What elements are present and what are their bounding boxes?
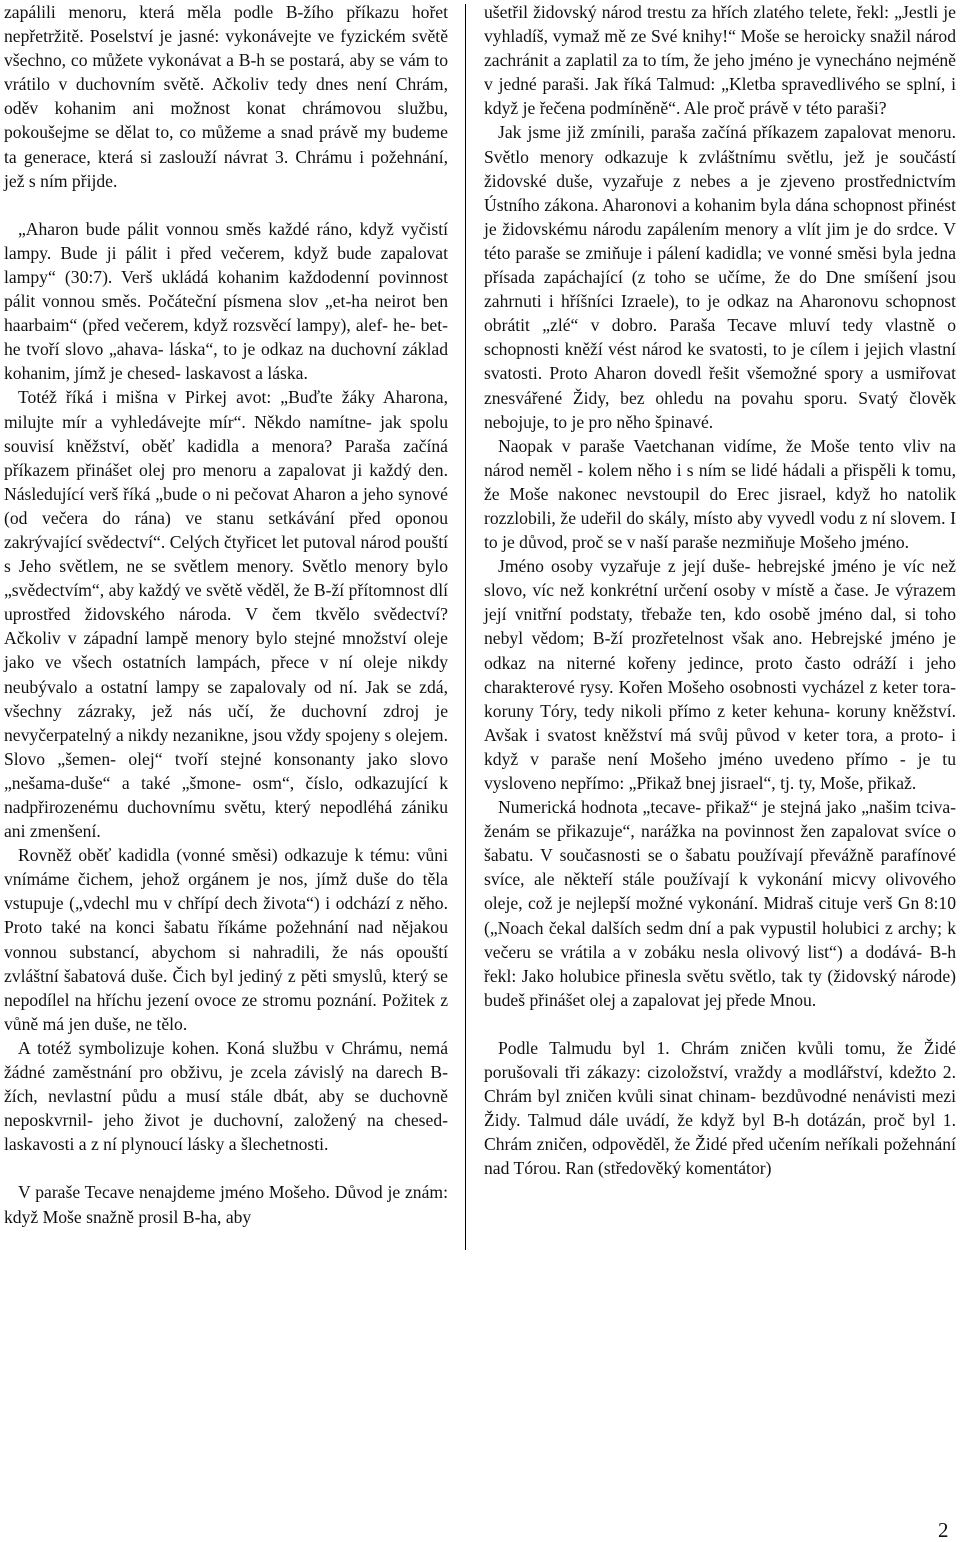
paragraph: Jak jsme již zmínili, paraša začíná příkazem zapalovat menoru. Světlo menory odkazuje k zvláštnímu světlu, jež je součástí židovské duše, vyzařuje z nebes a je zjeveno prostřednictvím Ústního zákona. Aharonovi a kohanim byla dána schopnost přinést je židovskému národu zapálením menory a vlít jim je do srdce. V této paraše se zmiňuje i pálení kadidla; ve vonné směsi byla jedna přísada zapáchající (z toho se učíme, že do Dne smíšení jsou zahrnuti i hříšníci Izraele), to je odkaz na Aharonovu schopnost obrátit „zlé“ v dobro. Paraša Tecave mluví tedy vlastně o schopnosti kněží vést národ ke svatosti, to je cílem i jejich vlastní svatosti. Proto Aharon dovedl řešit všemožné spory a usmiřovat znesvářené Židy, bez ohledu na povahu sporu. Svatý člověk nebojuje, to je pro něho špinavé. — [484, 122, 956, 432]
paragraph: Totéž říká i mišna v Pirkej avot: „Buďte žáky Aharona, milujte mír a vyhledávejte mír“. Někdo namítne- jak spolu souvisí kněžství, oběť kadidla a menora? Paraša začíná příkazem přinášet olej pro menoru a zapalovat ji každý den. Následující verš říká „bude o ni pečovat Aharon a jeho synové (od večera do rána) ve stanu setkávání před oponou zakrývající svědectví“. Celých čtyřicet let putoval národ pouští s Jeho světlem, ne se světlem menory. Světlo menory bylo „svědectvím“, aby každý ve světě věděl, že B-ží přítomnost dlí uprostřed židovského národa. V čem tkvělo svědectví? Ačkoliv v západní lampě menory bylo stejné množství oleje jako ve všech ostatních lampách, přece v ní oleje nikdy neubývalo a ostatní lampy se zapalovaly od ní. Jak se zdá, všechny zázraky, jež nás učí, že duchovní zdroj je nevyčerpatelný a nikdy nezanikne, jsou vždy spojeny s olejem. Slovo „šemen- olej“ tvoří stejné konsonanty jako slovo „nešama-duše“ a také „šmone- osm“, číslo, odkazující k nadpřirozenému duchovnímu světu, který nepodléhá zániku ani zmenšení. — [4, 387, 448, 842]
paragraph-gap — [484, 1012, 956, 1036]
paragraph: Rovněž oběť kadidla (vonné směsi) odkazuje k tému: vůni vnímáme čichem, jehož orgánem je nos, jímž duše do těla vstupuje („vdechl mu v chřípí dech života“) i odchází z něho. Proto také na konci šabatu říkáme požehnání nad nějakou vonnou substancí, abychom si nahradili, že nás opouští zvláštní šabatová duše. Čich byl jediný z pěti smyslů, který se nepodílel na hříchu jezení ovoce ze stromu poznání. Požitek z vůně má jen duše, ne tělo. — [4, 845, 448, 1034]
left-column — [4, 0, 448, 1229]
paragraph: V paraše Tecave nenajdeme jméno Mošeho. Důvod je znám: když Moše snažně prosil B-ha, aby — [4, 1182, 448, 1227]
paragraph: zapálili menoru, která měla podle B-žího příkazu hořet nepřetržitě. Poselství je jasné: vykonávejte ve fyzickém světě všechno, co můžete vykonávat a B-h se postará, aby se vám to vrátilo v duchovním světě. Ačkoliv tedy dnes není Chrám, oděv kohanim ani možnost konat chrámovou službu, pokoušejme se dělat to, co můžeme a snad právě my budeme ta generace, která si zaslouží návrat 3. Chrámu i požehnání, jež s ním přijde. — [4, 2, 448, 191]
paragraph: Naopak v paraše Vaetchanan vidíme, že Moše tento vliv na národ neměl - kolem něho i s ním se lidé hádali a přispěli k tomu, že Moše nakonec nevstoupil do Erec jisrael, když ho natolik rozzlobili, že udeřil do skály, místo aby vyvedl vodu z ní slovem. I to je důvod, proč se v naší paraše nezmiňuje Mošeho jméno. — [484, 435, 956, 553]
paragraph: A totéž symbolizuje kohen. Koná službu v Chrámu, nemá žádné zaměstnání pro obživu, je zcela závislý na darech B-žích, nevlastní půdu a musí stále dbát, aby se duchovně neposkvrnil- jeho život je duchovní, založený na chesed- laskavosti a z ní plynoucí lásky a šlechetnosti. — [4, 1037, 448, 1155]
paragraph: Podle Talmudu byl 1. Chrám zničen kvůli tomu, že Židé porušovali tři zákazy: cizoložství, vraždy a modlářství, kdežto 2. Chrám byl zničen kvůli sinat chinam- bezdůvodné nenávisti mezi Židy. Talmud dále uvádí, že když byl B-h dotázán, proč byl 1. Chrám zničen, odpověděl, že Židé před učením neříkali požehnání nad Tórou. Ran (středověký komentátor) — [484, 1037, 956, 1179]
page-number: 2 — [938, 1518, 949, 1542]
paragraph: „Aharon bude pálit vonnou směs každé ráno, když vyčistí lampy. Bude ji pálit i před večerem, když bude zapalovat lampy“ (30:7). Verš ukládá kohanim každodenní povinnost pálit vonnou směs. Počáteční písmena slov „et-ha neirot ben haarbaim“ (před večerem, když rozsvěcí lampy), alef- he- bet- he tvoří slovo „ahava- láska“, to je odkaz na duchovní základ kohanim, jímž je chesed- laskavost a láska. — [4, 218, 448, 384]
column-divider — [465, 4, 466, 1250]
paragraph-gap — [4, 1156, 448, 1180]
paragraph: Numerická hodnota „tecave- přikaž“ je stejná jako „našim tciva- ženám se přikazuje“, narážka na povinnost žen zapalovat svíce o šabatu. V současnosti se o šabatu používají převážně parafínové svíce, ale někteří stále používají k vykonání micvy olivového oleje, což je nejlepší možné vykonání. Midraš cituje verš Gn 8:10 („Noach čekal dalších sedm dní a pak vypustil holubici z archy; k večeru se vrátila a v zobáku nesla olivový list“) a dodává- B-h řekl: Jako holubice přinesla světu světlo, tak ty (židovský národe) budeš přinášet olej a zapalovat jej přede Mnou. — [484, 797, 956, 1010]
right-column — [484, 0, 956, 1181]
paragraph: Jméno osoby vyzařuje z její duše- hebrejské jméno je víc než slovo, víc než konkrétní určení osoby v místě a čase. Je výrazem její vnitřní podstaty, třebaže ten, kdo osobě jméno dal, si toho nebyl vědom; B-ží prozřetelnost však ano. Hebrejské jméno je odkaz na niterné kořeny jedince, proto často odráží i jeho charakterové rysy. Kořen Mošeho osobnosti vycházel z keter tora- koruny Tóry, tedy nikoli přímo z keter kehuna- koruny kněžství. Avšak i svatost kněžství má svůj původ v keter tora, a proto- i když v paraše není Mošeho jméno uvedeno přímo - je tu vysloveno nepřímo: „Přikaž bnej jisrael“, tj. ty, Moše, přikaž. — [484, 556, 956, 793]
paragraph-gap — [4, 193, 448, 217]
paragraph: ušetřil židovský národ trestu za hřích zlatého telete, řekl: „Jestli je vyhladíš, vymaž mě ze Své knihy!“ Moše se heroicky snažil národ zachránit a zaplatil za to tím, že jeho jméno je vynecháno nejméně v jedné paraši. Jak říká Talmud: „Kletba spravedlivého se splní, i když je řečena podmíněně“. Ale proč právě v této paraši? — [484, 2, 956, 119]
